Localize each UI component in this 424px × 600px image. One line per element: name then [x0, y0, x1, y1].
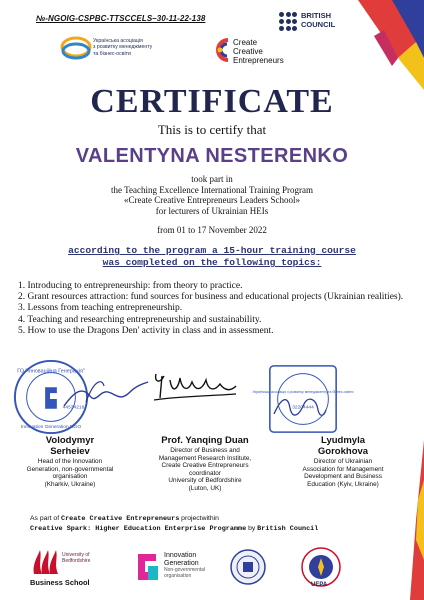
topic-item: 1. Introducing to entrepreneurship: from theory to practice.: [18, 281, 243, 291]
ig-line4: organisation: [164, 572, 192, 579]
cce-line1: Create: [233, 38, 258, 47]
stamp-right-code: 32204444: [292, 405, 314, 411]
signatory-name-line2: Serheiev: [50, 446, 90, 457]
british-council-dots-icon: [279, 12, 298, 31]
uaepb-stamp: [252, 360, 354, 438]
cce-line2: Creative: [233, 47, 263, 56]
footnote-spark: Creative Spark: Higher Education Enterprise Programme: [30, 525, 247, 534]
bedfordshire-flame-icon: [30, 546, 60, 576]
bedfordshire-business-school-logo: [30, 546, 106, 592]
ig-line3: Non-governmental: [164, 567, 206, 573]
innovation-generation-logo: [134, 550, 234, 590]
certificate-id: №-NGOIG-CSPBC-TTSCCELS–30-11-22-138: [36, 14, 206, 23]
role-line: (Luton, UK): [188, 484, 222, 492]
signatory-name-line2: Gorokhova: [317, 446, 369, 457]
uaepb-line1: Українська асоціація: [93, 38, 143, 44]
signatory-role: [18, 458, 122, 488]
according-statement: [0, 245, 424, 269]
signatory-name-line1: Prof. Yanqing Duan: [161, 435, 249, 446]
role-line: Management Research Institute,: [158, 454, 252, 462]
ubs-line3: Business School: [30, 578, 90, 587]
british-council-line1: BRITISH: [301, 11, 331, 20]
signatory-role: [140, 447, 270, 493]
footnote-cce: Create Creative Entrepreneurs: [60, 515, 180, 523]
program-line: the Teaching Excellence International Training Program: [111, 184, 313, 195]
signature-duan: [150, 366, 240, 410]
role-line: (Kharkiv, Ukraine): [44, 480, 96, 488]
according-line2: was completed on the following topics:: [102, 257, 322, 268]
topic-item: 4. Teaching and researching entrepreneurship and sustainability.: [18, 314, 262, 325]
cce-line3: Entrepreneurs: [233, 56, 284, 65]
program-description: [0, 174, 424, 216]
signatory-name-line1: Lyudmyla: [321, 435, 365, 446]
audience-line: for lecturers of Ukrainian HEIs: [155, 205, 269, 216]
uaepb-logo: [60, 36, 200, 68]
stamp-left-code: 44534216: [62, 405, 85, 411]
topic-item: 3. Lessons from teaching entrepreneurship.: [18, 303, 183, 314]
role-line: University of Bedfordshire: [168, 477, 242, 485]
role-line: Development and Business: [304, 473, 382, 481]
university-seal-icon: [230, 549, 266, 585]
role-line: Director of Business and: [170, 447, 240, 454]
ubs-line2: Bedfordshire: [62, 558, 91, 564]
certificate-title: CERTIFICATE: [90, 83, 334, 120]
corner-decoration: [354, 0, 424, 90]
signatory-name-line1: Volodymyr: [45, 435, 95, 446]
role-line: coordinator: [189, 469, 221, 477]
role-line: Director of Ukrainian: [313, 458, 373, 465]
role-line: organisation: [52, 473, 88, 481]
british-council-logo: [279, 11, 343, 33]
ig-line2: Generation: [164, 560, 199, 567]
certify-subtitle: This is to certify that: [157, 122, 267, 137]
stamp-left-ring-bottom: Innovation Generation NGO: [20, 425, 82, 431]
uepa-label: UEPA: [311, 582, 328, 588]
signatory-serheiev: [18, 435, 122, 488]
footnote-by: by: [248, 525, 256, 533]
topics-list: [18, 281, 414, 337]
footnote-british-council: British Council: [257, 525, 319, 534]
signatory-duan: [140, 435, 270, 493]
recipient-name: VALENTYNA NESTERENKO: [75, 145, 349, 167]
role-line: Association for Management: [302, 465, 384, 473]
uaepb-line3: та бізнес-освіти: [93, 50, 131, 57]
role-line: Generation, non-governmental: [26, 465, 114, 473]
cce-logo: [211, 35, 321, 75]
signatory-role: [284, 458, 402, 488]
partner-logos: [30, 546, 390, 592]
ig-line1: Innovation: [164, 552, 197, 559]
ubs-line1: University of: [62, 552, 90, 558]
footnote-projectwithin: projectwithin: [181, 515, 219, 522]
topic-item: 2. Grant resources attraction: fund sources for business and educational projects (Ukrainian realities).: [18, 292, 404, 303]
cce-emblem-icon: [211, 35, 233, 65]
according-line1: according to the program a 15-hour training course: [68, 245, 356, 256]
stamp-right-ring: Українська асоціація з розвитку менеджменту та бізнес-освіти: [252, 390, 354, 395]
signature-serheiev: [60, 372, 150, 418]
uaepb-emblem-icon: [60, 36, 92, 62]
role-line: Head of the Innovation: [37, 458, 103, 465]
british-council-line2: COUNCIL: [301, 19, 336, 29]
project-footnote: [30, 514, 410, 535]
role-line: Create Creative Entrepreneurs: [161, 462, 249, 470]
footnote-as-part-of: As part of: [30, 515, 60, 522]
stamp-left-ring-top: ГО "Інноваційна Генерація": [17, 368, 85, 375]
topic-item: 5. How to use the Dragons Den' activity in class and in assessment.: [18, 325, 274, 336]
signatory-gorokhova: [284, 435, 402, 488]
uaepb-line2: з розвитку менеджменту: [93, 44, 153, 51]
took-part-line: took part in: [191, 174, 233, 184]
school-line: «Create Creative Entrepreneurs Leaders School»: [124, 195, 300, 206]
innovation-generation-icon: [134, 550, 162, 584]
training-dates: from 01 to 17 November 2022: [157, 225, 267, 235]
role-line: Education (Kyiv, Ukraine): [307, 480, 379, 488]
